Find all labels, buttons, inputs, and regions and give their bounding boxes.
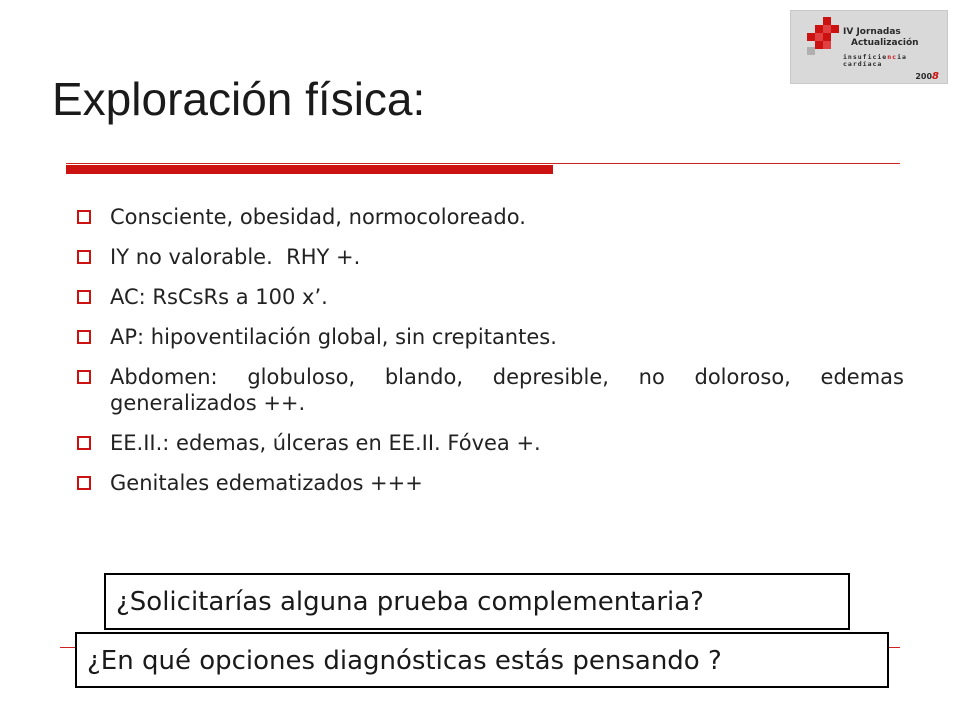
question-box-diagnosis: ¿En qué opciones diagnósticas estás pensando ? bbox=[75, 632, 889, 688]
slide-title: Exploración física: bbox=[52, 73, 426, 125]
list-item bbox=[74, 324, 904, 350]
list-item-text: EE.II.: edemas, úlceras en EE.II. Fóvea +. bbox=[110, 431, 541, 455]
logo-year bbox=[915, 71, 939, 82]
hollow-square-bullet-icon bbox=[77, 436, 91, 450]
logo-line-3-highlight: nc bbox=[887, 53, 898, 61]
question-box-tests: ¿Solicitarías alguna prueba complementaria? bbox=[104, 573, 850, 630]
findings-list bbox=[74, 204, 904, 510]
hollow-square-bullet-icon bbox=[77, 476, 91, 490]
hollow-square-bullet-icon bbox=[77, 290, 91, 304]
hollow-square-bullet-icon bbox=[77, 250, 91, 264]
logo-line-3-a: insuficie bbox=[843, 53, 888, 61]
list-item bbox=[74, 244, 904, 270]
list-item-text: IY no valorable. RHY +. bbox=[110, 245, 361, 269]
title-underline-thin bbox=[66, 163, 900, 164]
list-item-text: AC: RsCsRs a 100 x’. bbox=[110, 285, 328, 309]
list-item-text: Genitales edematizados +++ bbox=[110, 471, 423, 495]
logo bbox=[790, 10, 948, 84]
logo-line-3 bbox=[843, 54, 947, 67]
logo-year-prefix: 200 bbox=[915, 72, 933, 81]
logo-year-suffix: 8 bbox=[932, 71, 939, 82]
list-item-text: Abdomen: globuloso, blando, depresible, no doloroso, edemas generalizados ++. bbox=[110, 365, 904, 415]
list-item bbox=[74, 364, 904, 416]
list-item bbox=[74, 470, 904, 496]
red-cross-mark-icon bbox=[797, 17, 841, 61]
list-item-text: Consciente, obesidad, normocoloreado. bbox=[110, 205, 526, 229]
list-item bbox=[74, 430, 904, 456]
hollow-square-bullet-icon bbox=[77, 370, 91, 384]
title-underline-thick bbox=[66, 165, 553, 174]
logo-line-1: IV Jornadas bbox=[843, 27, 901, 37]
logo-line-3-b: ia cardíaca bbox=[843, 53, 907, 68]
list-item bbox=[74, 284, 904, 310]
list-item bbox=[74, 204, 904, 230]
list-item-text: AP: hipoventilación global, sin crepitantes. bbox=[110, 325, 557, 349]
hollow-square-bullet-icon bbox=[77, 210, 91, 224]
logo-line-2: Actualización bbox=[851, 38, 919, 48]
hollow-square-bullet-icon bbox=[77, 330, 91, 344]
